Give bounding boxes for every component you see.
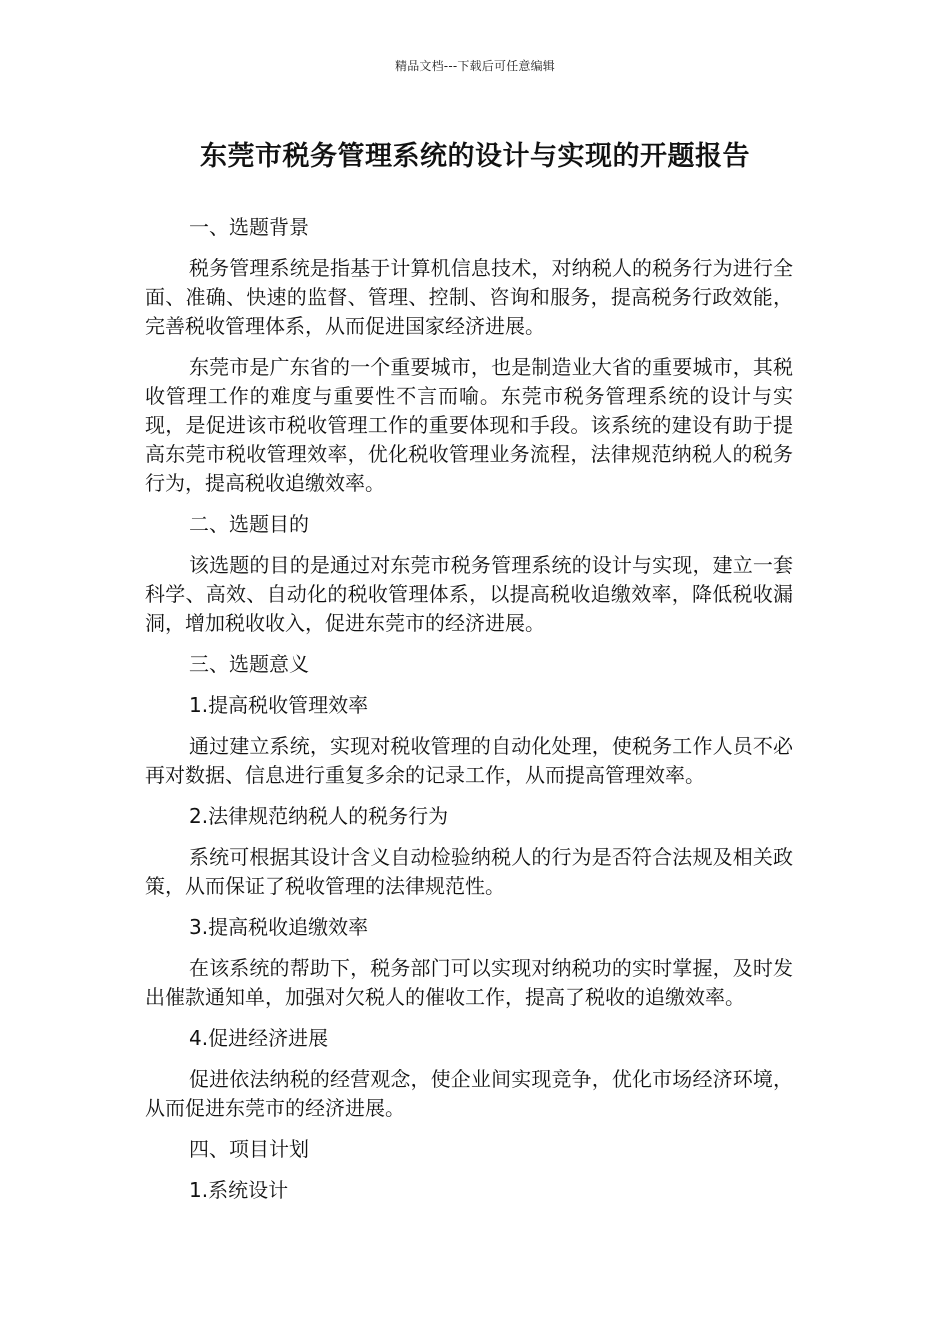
section-heading-background: 一、选题背景 (189, 215, 309, 239)
subheading-efficiency: 1.提高税收管理效率 (189, 693, 369, 717)
paragraph-background-1: 税务管理系统是指基于计算机信息技术，对纳税人的税务行为进行全面、准确、快速的监督、管理、控制、咨询和服务，提高税务行政效能，完善税收管理体系，从而促进国家经济进展。 (145, 256, 793, 338)
header-note: 精品文档---下载后可任意编辑 (395, 59, 555, 73)
subheading-collection: 3.提高税收追缴效率 (189, 915, 369, 939)
paragraph-purpose: 该选题的目的是通过对东莞市税务管理系统的设计与实现，建立一套科学、高效、自动化的税收管理体系，以提高税收追缴效率，降低税收漏洞，增加税收收入，促进东莞市的经济进展。 (145, 553, 793, 635)
section-heading-plan: 四、项目计划 (189, 1137, 309, 1161)
subheading-economy: 4.促进经济进展 (189, 1026, 329, 1050)
section-heading-purpose: 二、选题目的 (189, 512, 309, 536)
paragraph-collection: 在该系统的帮助下，税务部门可以实现对纳税功的实时掌握，及时发出催款通知单，加强对欠税人的催收工作，提高了税收的追缴效率。 (145, 956, 793, 1009)
paragraph-background-2: 东莞市是广东省的一个重要城市，也是制造业大省的重要城市，其税收管理工作的难度与重要性不言而喻。东莞市税务管理系统的设计与实现，是促进该市税收管理工作的重要体现和手段。该系统的建设有助于提高东莞市税收管理效率，优化税收管理业务流程，法律规范纳税人的税务行为，提高税收追缴效率。 (145, 355, 793, 495)
document-body (145, 213, 793, 1217)
document-title: 东莞市税务管理系统的设计与实现的开题报告 (200, 141, 750, 172)
paragraph-regulation: 系统可根据其设计含义自动检验纳税人的行为是否符合法规及相关政策，从而保证了税收管理的法律规范性。 (145, 845, 793, 898)
paragraph-efficiency: 通过建立系统，实现对税收管理的自动化处理，使税务工作人员不必再对数据、信息进行重复多余的记录工作，从而提高管理效率。 (145, 734, 793, 787)
subheading-system-design: 1.系统设计 (189, 1178, 289, 1202)
section-heading-significance: 三、选题意义 (189, 652, 309, 676)
paragraph-economy: 促进依法纳税的经营观念，使企业间实现竞争，优化市场经济环境，从而促进东莞市的经济进展。 (145, 1067, 793, 1120)
subheading-regulation: 2.法律规范纳税人的税务行为 (189, 804, 449, 828)
